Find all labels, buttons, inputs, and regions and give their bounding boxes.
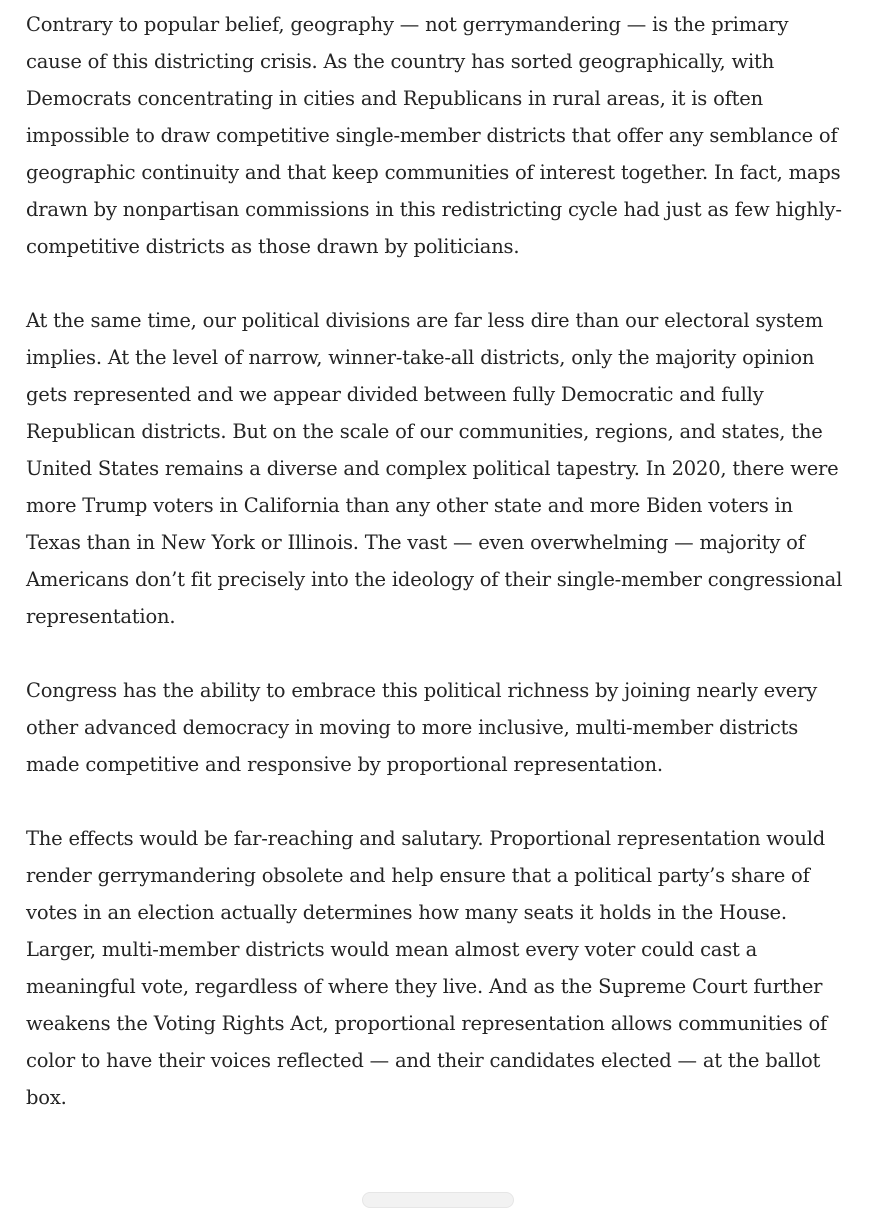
scroll-indicator [362, 1192, 514, 1208]
paragraph-geography: Contrary to popular belief, geography — not gerrymandering — is the primary cause of this districting crisis. As the country has sorted geographically, with Democrats concentrating in cities and Republicans in rural areas, it is often impossible to draw competitive single-member districts that offer any semblance of geographic continuity and that keep communities of interest together. In fact, maps drawn by nonpartisan commissions in this redistricting cycle had just as few highly-competitive districts as those drawn by politicians. [26, 13, 842, 258]
paragraph-congress-ability: Congress has the ability to embrace this political richness by joining nearly every other advanced democracy in moving to more inclusive, multi-member districts made competitive and responsive by proportional representation. [26, 679, 818, 776]
paragraph-political-divisions: At the same time, our political divisions are far less dire than our electoral system implies. At the level of narrow, winner-take-all districts, only the majority opinion gets represented and we appear divided between fully Democratic and fully Republican districts. But on the scale of our communities, regions, and states, the United States remains a diverse and complex political tapestry. In 2020, there were more Trump voters in California than any other state and more Biden voters in Texas than in New York or Illinois. The vast — even overwhelming — majority of Americans don’t fit precisely into the ideology of their single-member congressional representation. [26, 309, 843, 628]
paragraph-effects: The effects would be far-reaching and salutary. Proportional representation would render gerrymandering obsolete and help ensure that a political party’s share of votes in an election actually determines how many seats it holds in the House. Larger, multi-member districts would mean almost every voter could cast a meaningful vote, regardless of where they live. And as the Supreme Court further weakens the Voting Rights Act, proportional representation allows communities of color to have their voices reflected — and their candidates elected — at the ballot box. [26, 827, 828, 1109]
article-body [26, 6, 846, 1116]
